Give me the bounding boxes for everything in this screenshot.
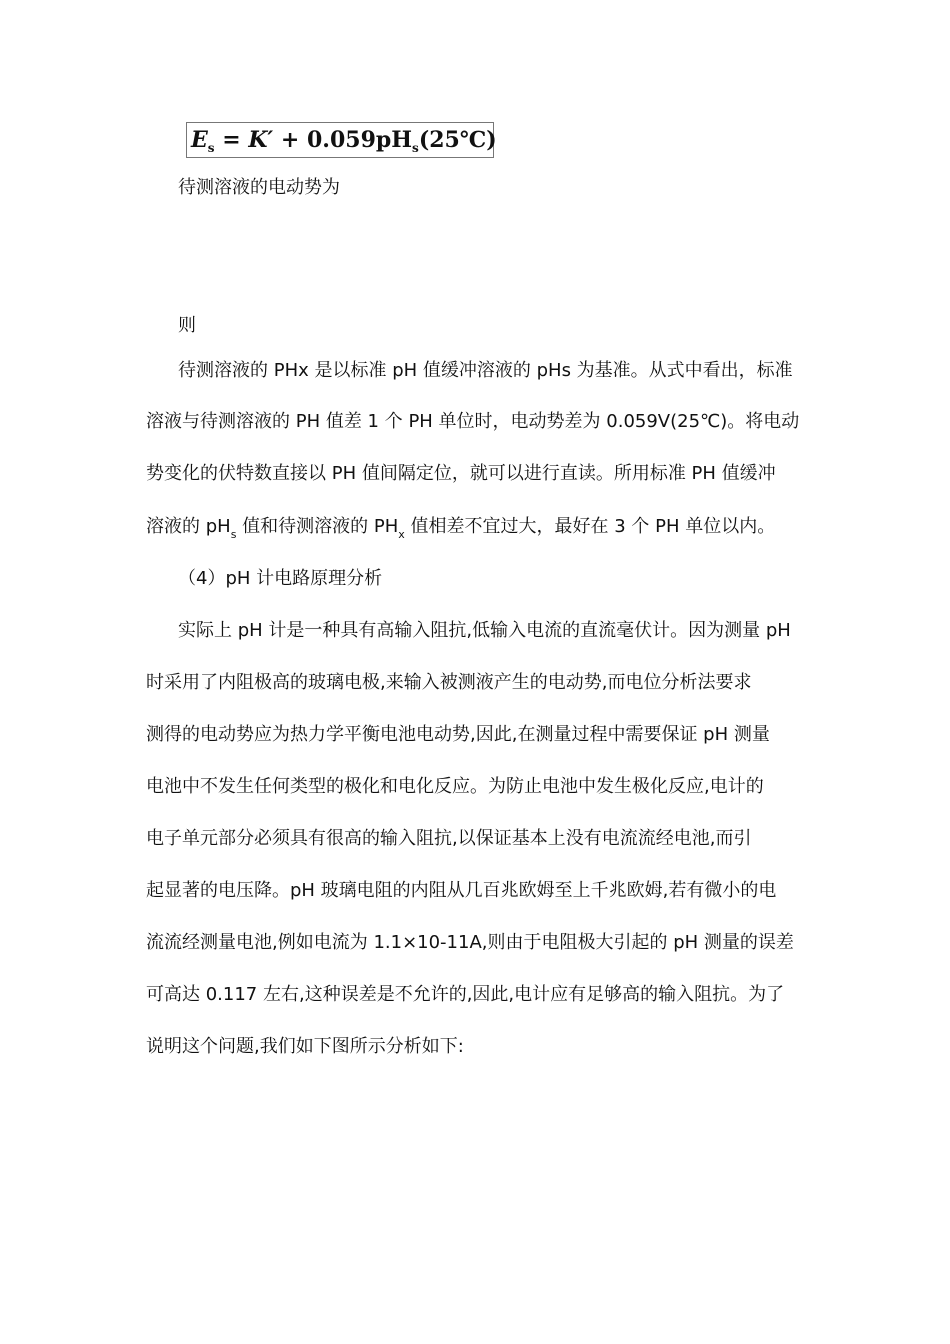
text-line: 实际上 pH 计是一种具有高输入阻抗,低输入电流的直流毫伏计。因为测量 pH — [178, 620, 791, 641]
text-line: 则 — [178, 315, 196, 336]
formula-sub-s: s — [207, 141, 215, 155]
text-line: 溶液与待测溶液的 PH 值差 1 个 PH 单位时，电动势差为 0.059V(25℃)。将电动 — [146, 411, 800, 432]
text-run: 值相差不宜过大，最好在 3 个 PH 单位以内。 — [404, 516, 776, 537]
formula-term: + 0.059pH — [273, 127, 413, 153]
text-line: 流流经测量电池,例如电流为 1.1×10-11A,则由于电阻极大引起的 pH 测量的误差 — [146, 932, 794, 953]
formula-equals: = — [214, 127, 249, 153]
formula-symbol-e: E — [191, 127, 208, 153]
formula-temperature: (25℃) — [418, 127, 497, 153]
text-line: 势变化的伏特数直接以 PH 值间隔定位，就可以进行直读。所用标准 PH 值缓冲 — [146, 463, 776, 484]
text-line: 电子单元部分必须具有很高的输入阻抗,以保证基本上没有电流流经电池,而引 — [146, 828, 752, 849]
text-line: 时采用了内阻极高的玻璃电极,来输入被测液产生的电动势,而电位分析法要求 — [146, 672, 752, 693]
text-run: 值和待测溶液的 PH — [236, 516, 399, 537]
subscript-x: x — [398, 528, 405, 541]
text-line: 电池中不发生任何类型的极化和电化反应。为防止电池中发生极化反应,电计的 — [146, 776, 764, 797]
formula-sub-ph: s — [412, 141, 419, 155]
text-line: 待测溶液的电动势为 — [178, 177, 340, 198]
formula-box — [186, 122, 497, 158]
text-line: 说明这个问题,我们如下图所示分析如下: — [146, 1036, 464, 1057]
formula-symbol-k: K′ — [248, 127, 274, 153]
text-line: 可高达 0.117 左右,这种误差是不允许的,因此,电计应有足够高的输入阻抗。为了 — [146, 984, 785, 1005]
text-line: 待测溶液的 PHx 是以标准 pH 值缓冲溶液的 pHs 为基准。从式中看出，标准 — [178, 360, 793, 381]
text-line — [146, 515, 775, 547]
formula-standard-emf — [191, 125, 497, 163]
subscript-s: s — [230, 528, 237, 541]
text-run: 溶液的 pH — [146, 516, 231, 537]
text-line: 测得的电动势应为热力学平衡电池电动势,因此,在测量过程中需要保证 pH 测量 — [146, 724, 770, 745]
text-line: 起显著的电压降。pH 玻璃电阻的内阻从几百兆欧姆至上千兆欧姆,若有微小的电 — [146, 880, 777, 901]
section-heading: （4）pH 计电路原理分析 — [178, 568, 383, 589]
